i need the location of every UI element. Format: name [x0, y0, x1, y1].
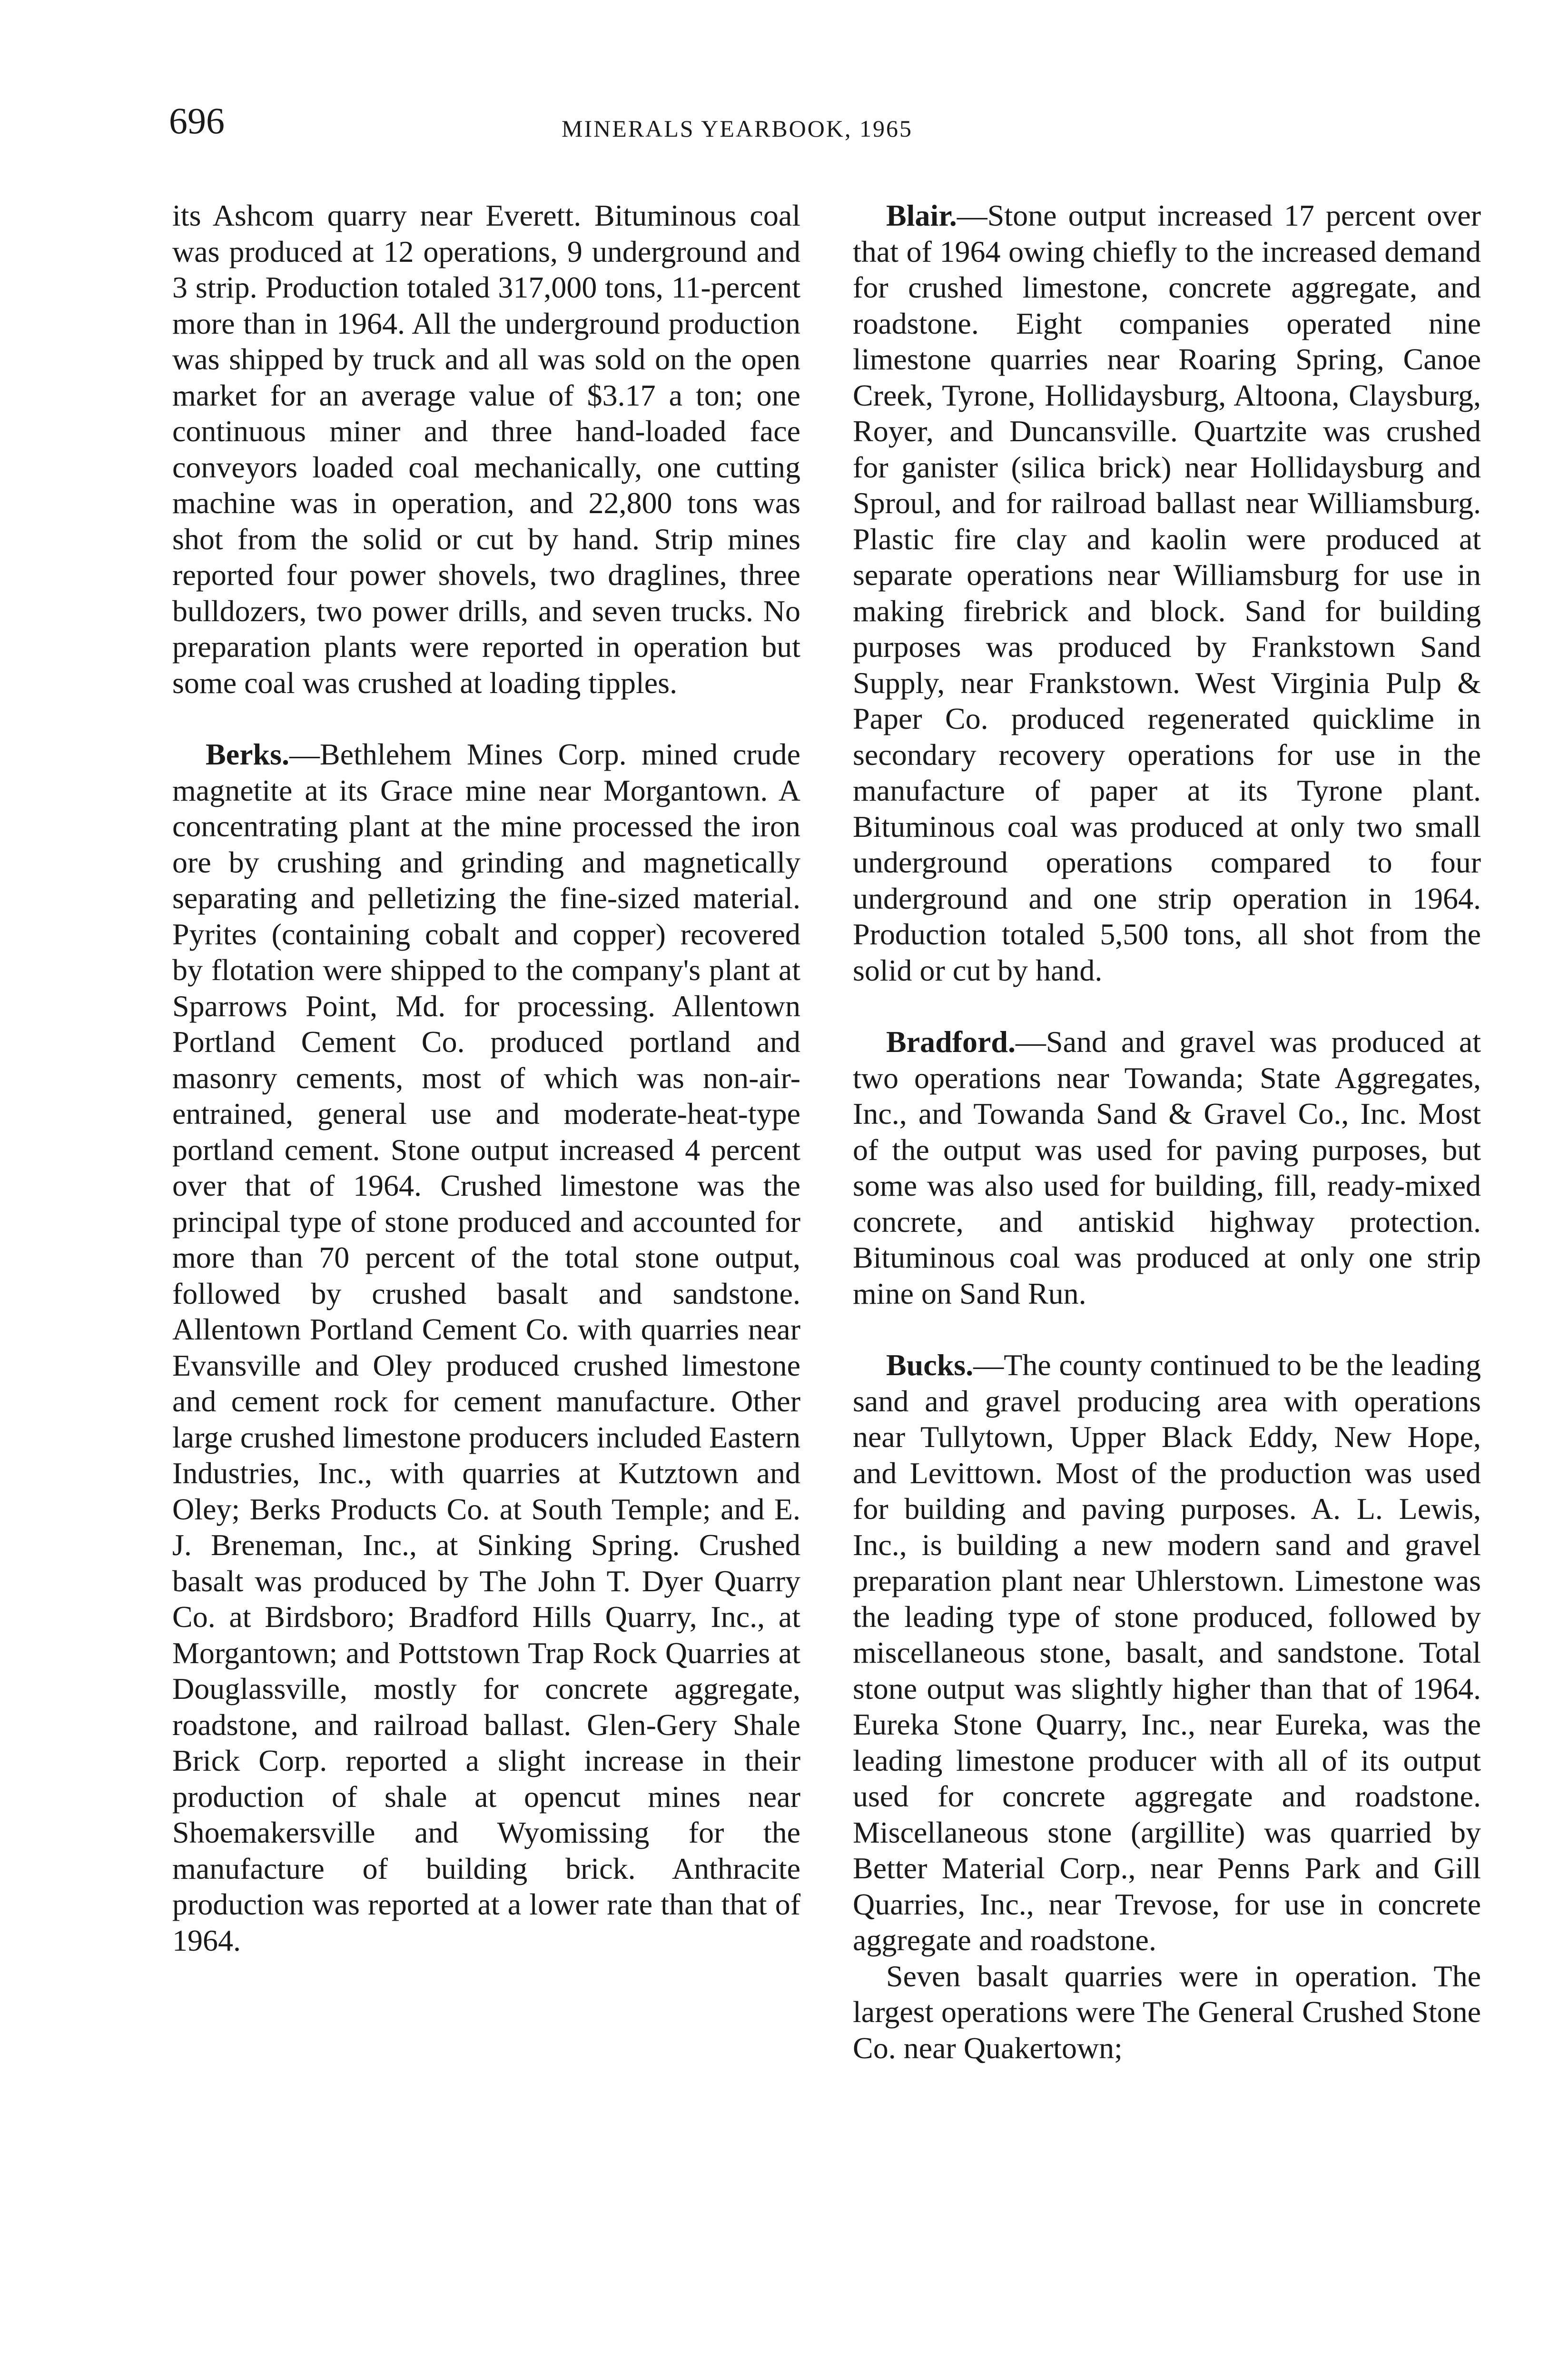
- paragraph-continuation: its Ashcom quarry near Everett. Bituminous coal was produced at 12 operations, 9 underground and 3 strip. Production totaled 317,000 tons, 11-percent more than in 1964. All the underground production was shipped by truck and all was sold on the open market for an average value of $3.17 a ton; one continuous miner and three hand-loaded face conveyors loaded coal mechanically, one cutting machine was in operation, and 22,800 tons was shot from the solid or cut by hand. Strip mines reported four power shovels, two draglines, three bulldozers, two power drills, and seven trucks. No preparation plants were reported in operation but some coal was crushed at loading tipples.: [172, 198, 800, 700]
- paragraph-bucks-body: —The county continued to be the leading sand and gravel producing area with operations near Tullytown, Upper Black Eddy, New Hope, and Levittown. Most of the production was used for building and paving purposes. A. L. Lewis, Inc., is building a new modern sand and gravel preparation plant near Uhlerstown. Limestone was the leading type of stone produced, followed by miscellaneous stone, basalt, and sandstone. Total stone output was slightly higher than that of 1964. Eureka Stone Quarry, Inc., near Eureka, was the leading limestone producer with all of its output used for concrete aggregate and roadstone. Miscellaneous stone (argillite) was quarried by Better Material Corp., near Penns Park and Gill Quarries, Inc., near Trevose, for use in concrete aggregate and roadstone.: [853, 1348, 1481, 1957]
- running-head: MINERALS YEARBOOK, 1965: [562, 115, 913, 142]
- paragraph-bradford-body: —Sand and gravel was produced at two operations near Towanda; State Aggregates, Inc., and Towanda Sand & Gravel Co., Inc. Most of the output was used for paving purposes, but some was also used for building, fill, ready-mixed concrete, and antiskid highway protection. Bituminous coal was produced at only one strip mine on Sand Run.: [853, 1025, 1481, 1310]
- paragraph-berks: [172, 736, 800, 1958]
- paragraph-bradford: [853, 1024, 1481, 1311]
- right-column: [853, 198, 1481, 2102]
- left-column: [172, 198, 800, 1994]
- paragraph-blair: [853, 198, 1481, 988]
- county-heading-bucks: Bucks.: [886, 1348, 974, 1382]
- paragraph-bucks: [853, 1347, 1481, 1958]
- page-number: 696: [169, 100, 225, 141]
- paragraph-basalt: Seven basalt quarries were in operation. The largest operations were The General Crushed Stone Co. near Quakertown;: [853, 1959, 1481, 2065]
- county-heading-bradford: Bradford.: [886, 1025, 1016, 1059]
- paragraph-blair-body: —Stone output increased 17 percent over that of 1964 owing chiefly to the increased demand for crushed limestone, concrete aggregate, and roadstone. Eight companies operated nine limestone quarries near Roaring Spring, Canoe Creek, Tyrone, Hollidaysburg, Altoona, Claysburg, Royer, and Duncansville. Quartzite was crushed for ganister (silica brick) near Hollidaysburg and Sproul, and for railroad ballast near Williamsburg. Plastic fire clay and kaolin were produced at separate operations near Williamsburg for use in making firebrick and block. Sand for building purposes was produced by Frankstown Sand Supply, near Frankstown. West Virginia Pulp & Paper Co. produced regenerated quicklime in secondary recovery operations for use in the manufacture of paper at its Tyrone plant. Bituminous coal was produced at only two small underground operations compared to four underground and one strip operation in 1964. Production totaled 5,500 tons, all shot from the solid or cut by hand.: [853, 198, 1481, 987]
- paragraph-berks-body: —Bethlehem Mines Corp. mined crude magnetite at its Grace mine near Morgantown. A concentrating plant at the mine processed the iron ore by crushing and grinding and magnetically separating and pelletizing the fine-sized material. Pyrites (containing cobalt and copper) recovered by flotation were shipped to the company's plant at Sparrows Point, Md. for processing. Allentown Portland Cement Co. produced portland and masonry cements, most of which was non-air-entrained, general use and moderate-heat-type portland cement. Stone output increased 4 percent over that of 1964. Crushed limestone was the principal type of stone produced and accounted for more than 70 percent of the total stone output, followed by crushed basalt and sandstone. Allentown Portland Cement Co. with quarries near Evansville and Oley produced crushed limestone and cement rock for cement manufacture. Other large crushed limestone producers included Eastern Industries, Inc., with quarries at Kutztown and Oley; Berks Products Co. at South Temple; and E. J. Breneman, Inc., at Sinking Spring. Crushed basalt was produced by The John T. Dyer Quarry Co. at Birdsboro; Bradford Hills Quarry, Inc., at Morgantown; and Pottstown Trap Rock Quarries at Douglassville, mostly for concrete aggregate, roadstone, and railroad ballast. Glen-Gery Shale Brick Corp. reported a slight increase in their production of shale at opencut mines near Shoemakersville and Wyomissing for the manufacture of building brick. Anthracite production was reported at a lower rate than that of 1964.: [172, 737, 800, 1957]
- county-heading-berks: Berks.: [206, 737, 289, 771]
- county-heading-blair: Blair.: [886, 198, 957, 232]
